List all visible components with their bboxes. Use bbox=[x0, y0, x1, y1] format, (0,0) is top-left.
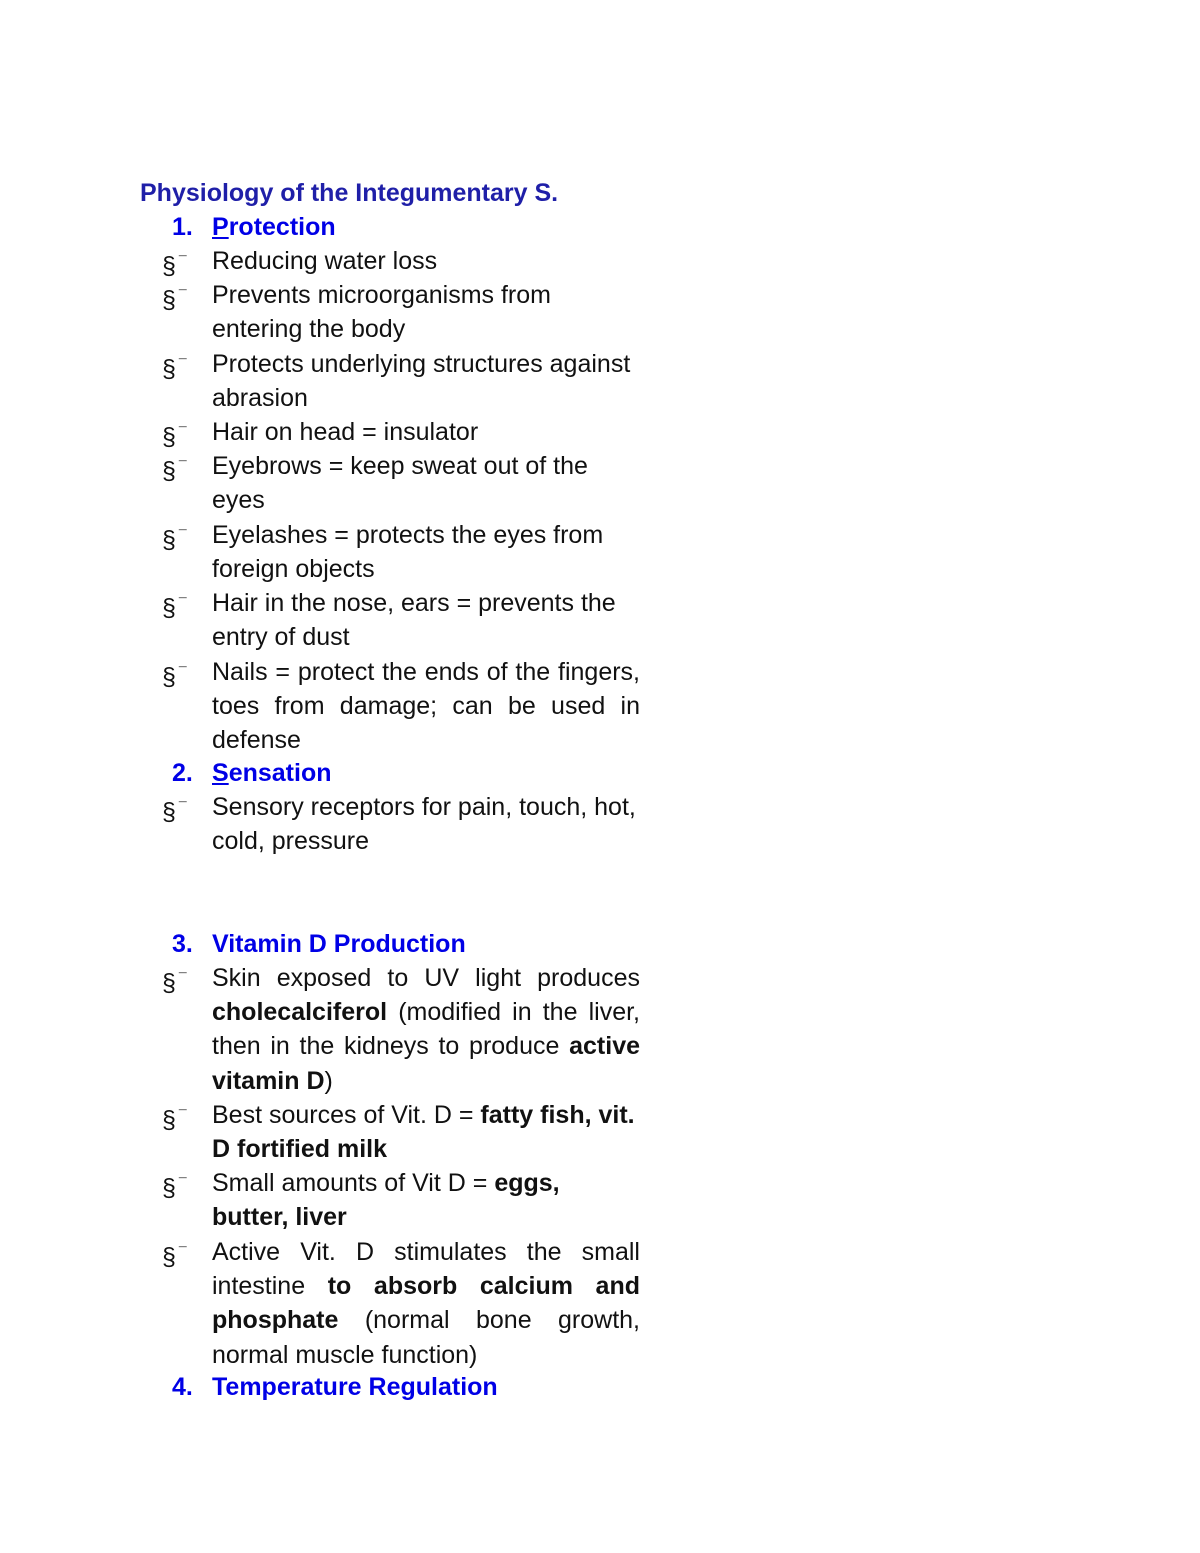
list-item bbox=[162, 961, 662, 1098]
list-item bbox=[162, 1235, 662, 1372]
list-item bbox=[162, 449, 662, 517]
list-item-text: Active Vit. D stimulates the small intestine to absorb calcium and phosphate (normal bone growth, normal muscle function) bbox=[212, 1238, 640, 1369]
list-item bbox=[162, 1098, 662, 1166]
bullet-icon: § ¯ bbox=[162, 286, 187, 314]
list-item bbox=[162, 790, 662, 858]
list-item bbox=[162, 518, 662, 586]
section-heading-protection bbox=[140, 210, 660, 244]
bullet-icon: § ¯ bbox=[162, 1106, 187, 1134]
list-item bbox=[162, 347, 662, 415]
list-item bbox=[162, 1166, 662, 1234]
list-item-text: Eyelashes = protects the eyes from foreign objects bbox=[212, 521, 604, 584]
list-item-text: Reducing water loss bbox=[212, 247, 438, 275]
list-item-text: Prevents microorganisms from entering the body bbox=[212, 281, 551, 344]
bullet-icon: § ¯ bbox=[162, 355, 187, 383]
bullet-icon: § ¯ bbox=[162, 252, 187, 280]
bullet-icon: § ¯ bbox=[162, 798, 187, 826]
list-item bbox=[162, 278, 662, 346]
list-item-text: Protects underlying structures against abrasion bbox=[212, 350, 631, 413]
section-label: Protection bbox=[212, 213, 336, 241]
section-heading-temperature-regulation bbox=[140, 1370, 660, 1404]
list-item bbox=[162, 655, 662, 758]
list-item-text: Sensory receptors for pain, touch, hot, cold, pressure bbox=[212, 793, 636, 856]
list-item-text: Small amounts of Vit D = eggs, butter, liver bbox=[212, 1169, 560, 1232]
bullet-icon: § ¯ bbox=[162, 594, 187, 622]
section-number: 1. bbox=[172, 213, 193, 241]
bullet-icon: § ¯ bbox=[162, 423, 187, 451]
list-item-text: Nails = protect the ends of the fingers, toes from damage; can be used in defense bbox=[212, 658, 640, 755]
section-number: 4. bbox=[172, 1373, 193, 1401]
section-label: Vitamin D Production bbox=[212, 930, 466, 958]
list-item-text: Best sources of Vit. D = fatty fish, vit. D fortified milk bbox=[212, 1101, 635, 1164]
list-item bbox=[162, 244, 662, 278]
section-heading-vitamin-d bbox=[140, 927, 660, 961]
bullet-icon: § ¯ bbox=[162, 1174, 187, 1202]
bullet-icon: § ¯ bbox=[162, 526, 187, 554]
bullet-icon: § ¯ bbox=[162, 1243, 187, 1271]
bullet-icon: § ¯ bbox=[162, 457, 187, 485]
section-number: 2. bbox=[172, 759, 193, 787]
document-title: Physiology of the Integumentary S. bbox=[140, 179, 559, 207]
section-label: Sensation bbox=[212, 759, 332, 787]
list-item bbox=[162, 415, 662, 449]
list-item bbox=[162, 586, 662, 654]
list-item-text: Eyebrows = keep sweat out of the eyes bbox=[212, 452, 588, 515]
bullet-icon: § ¯ bbox=[162, 969, 187, 997]
section-heading-sensation bbox=[140, 756, 660, 790]
list-item-text: Hair on head = insulator bbox=[212, 418, 479, 446]
list-item-text: Hair in the nose, ears = prevents the entry of dust bbox=[212, 589, 616, 652]
list-item-text: Skin exposed to UV light produces cholecalciferol (modified in the liver, then in the kidneys to produce active vitamin D) bbox=[212, 964, 640, 1095]
bullet-icon: § ¯ bbox=[162, 663, 187, 691]
section-label: Temperature Regulation bbox=[212, 1373, 498, 1401]
section-number: 3. bbox=[172, 930, 193, 958]
